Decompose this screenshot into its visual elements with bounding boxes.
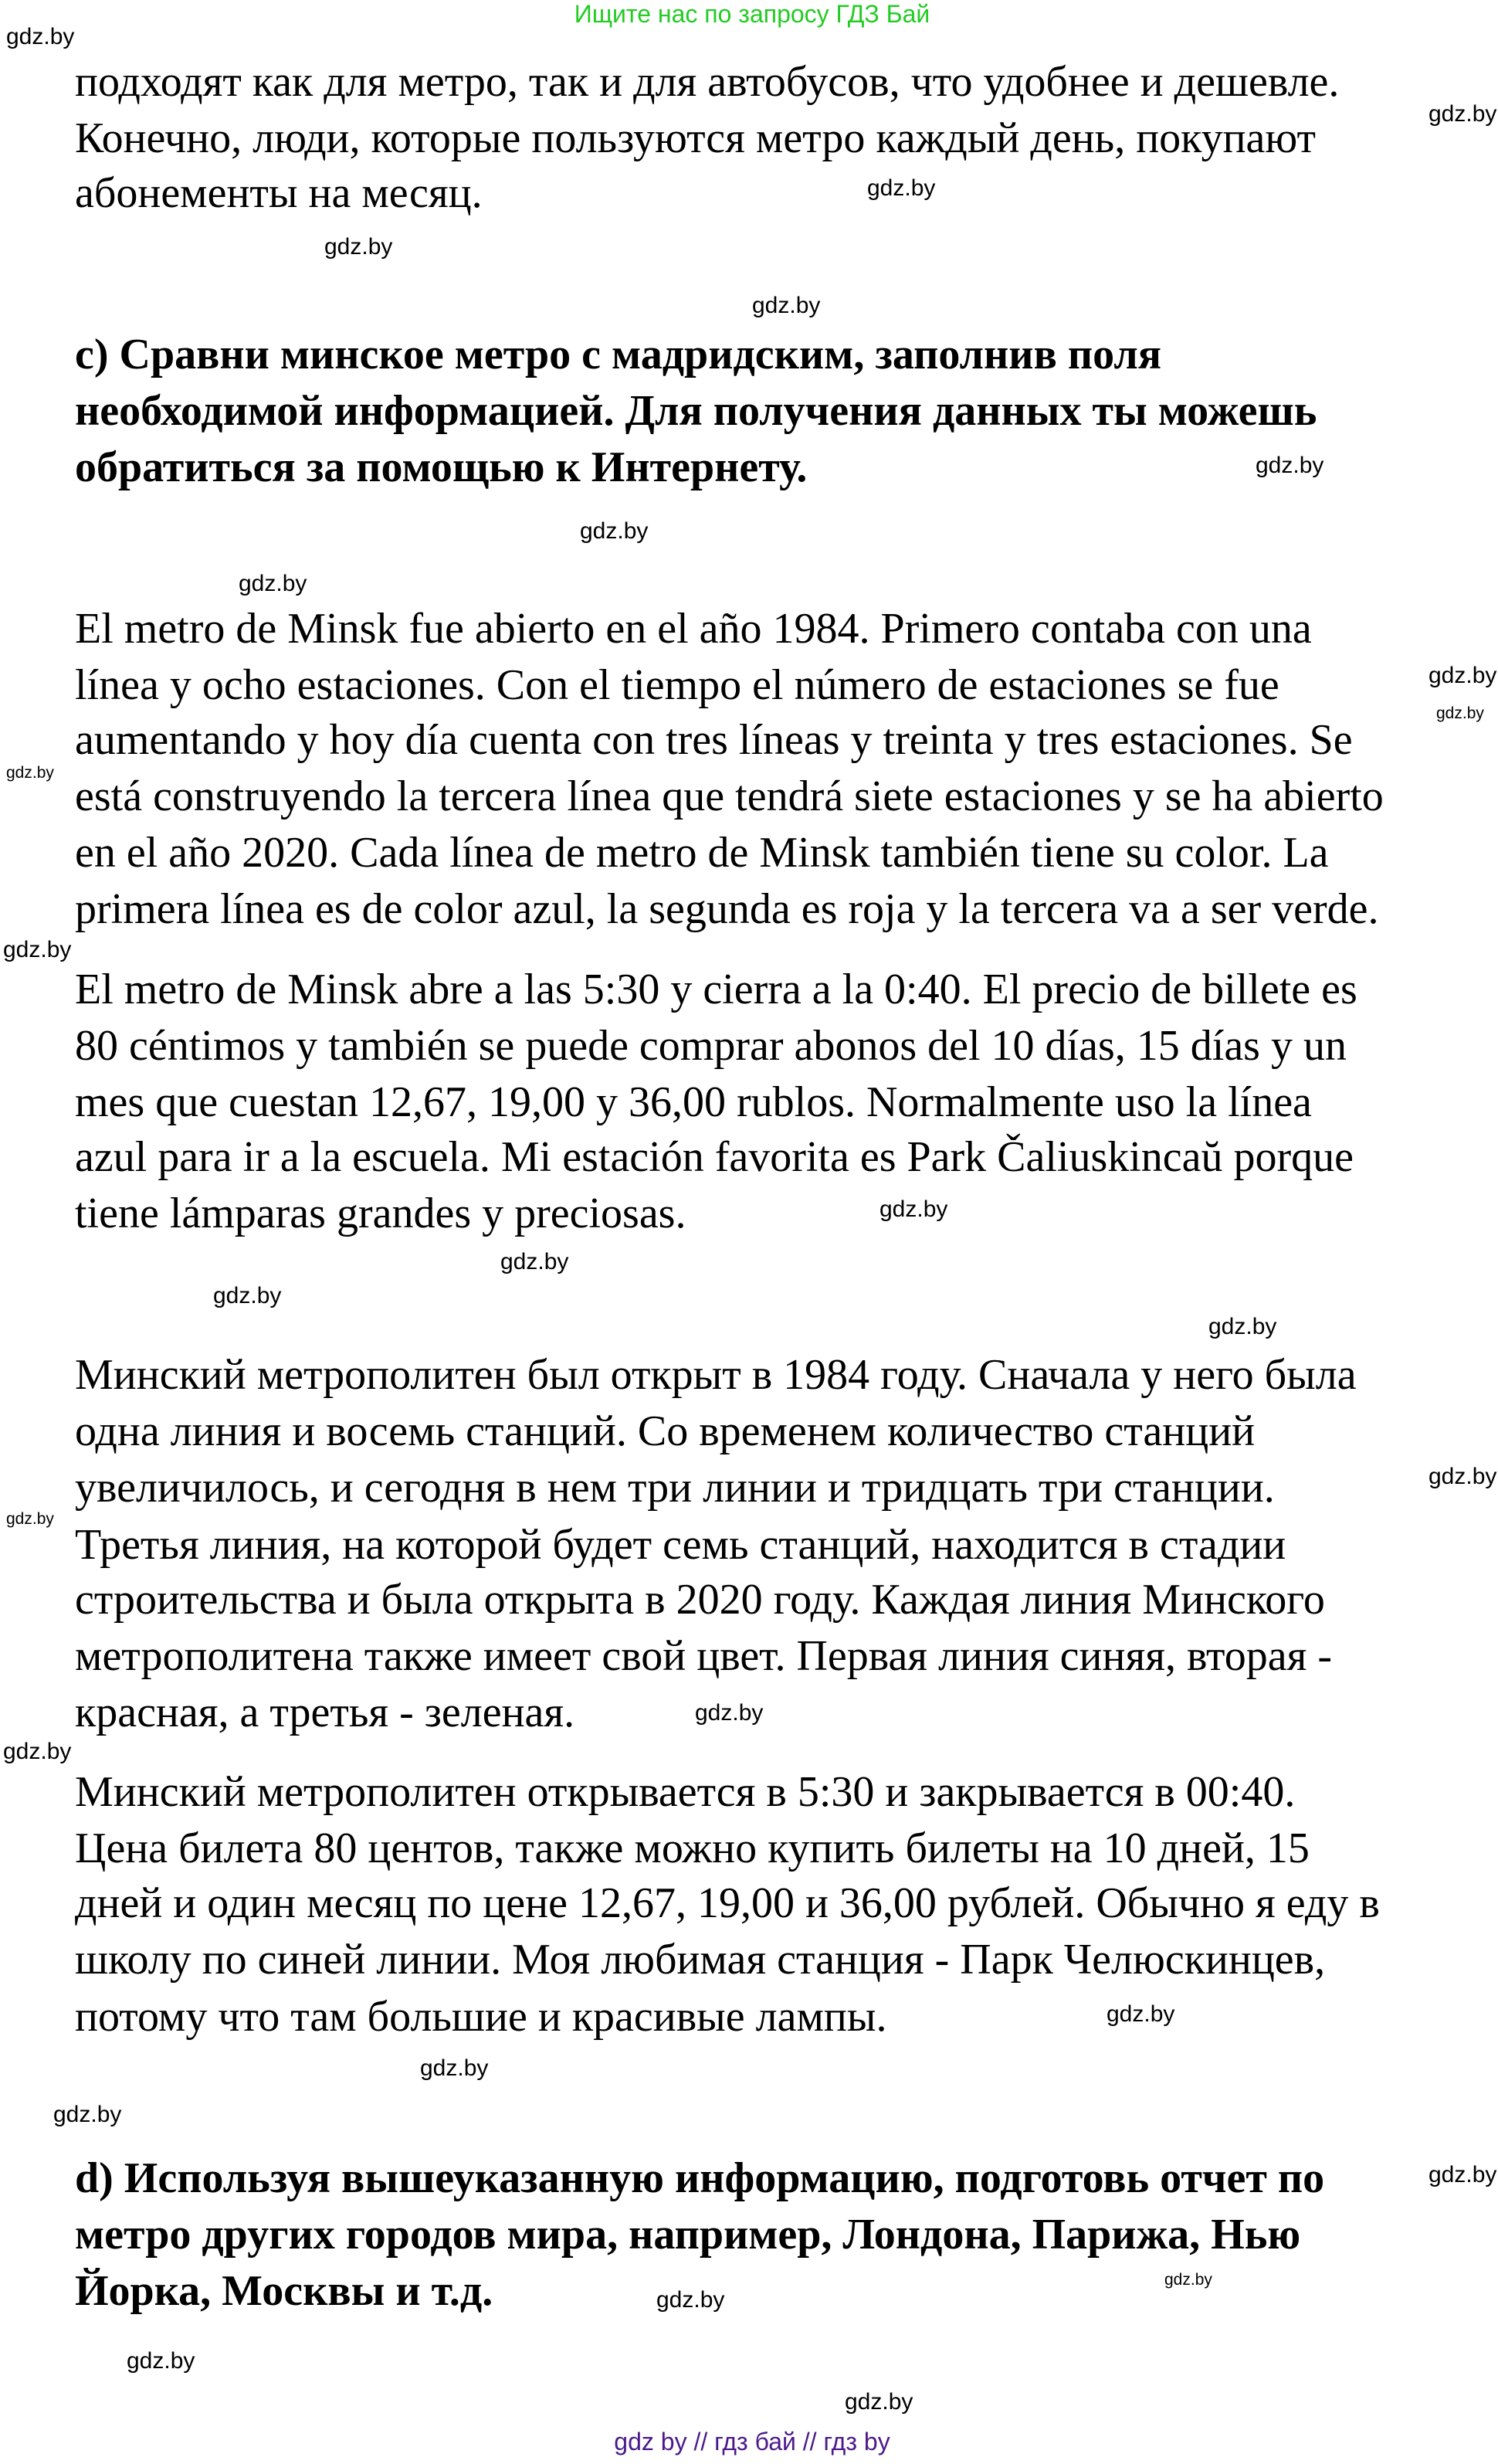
watermark: gdz.by bbox=[1429, 1464, 1497, 1489]
watermark: gdz.by bbox=[6, 1510, 54, 1528]
watermark: gdz.by bbox=[1107, 2001, 1175, 2027]
text-line: увеличилось, и сегодня в нем три линии и тридцать три станции. bbox=[75, 1464, 1275, 1512]
footer-links[interactable]: gdz by // гдз бай // гдз by bbox=[614, 2428, 890, 2456]
text-line: azul para ir a la escuela. Mi estación favorita es Park Čaliuskincaŭ porque bbox=[75, 1133, 1354, 1181]
heading-line: Йорка, Москвы и т.д. bbox=[75, 2267, 493, 2315]
text-line: абонементы на месяц. bbox=[75, 169, 483, 217]
text-line: красная, а третья - зеленая. bbox=[75, 1688, 575, 1736]
search-banner[interactable]: Ищите нас по запросу ГДЗ Бай bbox=[574, 0, 930, 28]
text-line: El metro de Minsk fue abierto en el año 1984. Primero contaba con una bbox=[75, 605, 1312, 653]
watermark: gdz.by bbox=[879, 1196, 948, 1222]
watermark: gdz.by bbox=[1429, 663, 1497, 688]
text-line: дней и один месяц по цене 12,67, 19,00 и 36,00 рублей. Обычно я еду в bbox=[75, 1879, 1380, 1927]
watermark: gdz.by bbox=[239, 571, 307, 596]
text-line: Конечно, люди, которые пользуются метро каждый день, покупают bbox=[75, 114, 1316, 162]
text-line: en el año 2020. Cada línea de metro de Minsk también tiene su color. La bbox=[75, 829, 1329, 877]
watermark: gdz.by bbox=[3, 1739, 72, 1764]
watermark: gdz.by bbox=[53, 2102, 122, 2127]
text-line: потому что там большие и красивые лампы. bbox=[75, 1993, 887, 2041]
watermark: gdz.by bbox=[324, 234, 393, 260]
watermark: gdz.by bbox=[127, 2348, 195, 2374]
heading-line: метро других городов мира, например, Лондона, Парижа, Нью bbox=[75, 2211, 1301, 2259]
text-line: mes que cuestan 12,67, 19,00 y 36,00 rublos. Normalmente uso la línea bbox=[75, 1078, 1312, 1126]
heading-line: d) Используя вышеуказанную информацию, подготовь отчет по bbox=[75, 2154, 1325, 2202]
watermark: gdz.by bbox=[213, 1283, 282, 1308]
watermark: gdz.by bbox=[1164, 2271, 1212, 2289]
watermark: gdz.by bbox=[845, 2389, 913, 2415]
text-line: Минский метрополитен открывается в 5:30 и закрывается в 00:40. bbox=[75, 1768, 1296, 1816]
text-line: подходят как для метро, так и для автобусов, что удобнее и дешевле. bbox=[75, 58, 1340, 106]
watermark: gdz.by bbox=[695, 1700, 764, 1726]
watermark: gdz.by bbox=[1429, 2162, 1497, 2187]
watermark: gdz.by bbox=[6, 24, 75, 49]
watermark: gdz.by bbox=[867, 175, 936, 201]
heading-line: c) Сравни минское метро с мадридским, заполнив поля bbox=[75, 331, 1162, 378]
watermark: gdz.by bbox=[1436, 704, 1484, 722]
text-line: Минский метрополитен был открыт в 1984 году. Сначала у него была bbox=[75, 1351, 1357, 1399]
watermark: gdz.by bbox=[1208, 1314, 1277, 1339]
text-line: одна линия и восемь станций. Со временем количество станций bbox=[75, 1407, 1256, 1455]
watermark: gdz.by bbox=[580, 518, 649, 544]
text-line: строительства и была открыта в 2020 году. Каждая линия Минского bbox=[75, 1576, 1325, 1624]
watermark: gdz.by bbox=[752, 293, 821, 318]
text-line: tiene lámparas grandes y preciosas. bbox=[75, 1190, 686, 1237]
watermark: gdz.by bbox=[6, 764, 54, 782]
text-line: está construyendo la tercera línea que tendrá siete estaciones y se ha abierto bbox=[75, 772, 1384, 820]
watermark: gdz.by bbox=[3, 937, 72, 962]
watermark: gdz.by bbox=[656, 2287, 725, 2313]
text-line: línea y ocho estaciones. Con el tiempo el número de estaciones se fue bbox=[75, 661, 1279, 709]
watermark: gdz.by bbox=[500, 1249, 569, 1274]
watermark: gdz.by bbox=[1429, 101, 1497, 127]
text-line: Цена билета 80 центов, также можно купить билеты на 10 дней, 15 bbox=[75, 1824, 1310, 1872]
text-line: primera línea es de color azul, la segunda es roja y la tercera va a ser verde. bbox=[75, 885, 1379, 933]
text-line: школу по синей линии. Моя любимая станция - Парк Челюскинцев, bbox=[75, 1936, 1326, 1984]
text-line: Третья линия, на которой будет семь станций, находится в стадии bbox=[75, 1521, 1286, 1569]
heading-line: необходимой информацией. Для получения данных ты можешь bbox=[75, 387, 1317, 435]
text-line: El metro de Minsk abre a las 5:30 y cierra a la 0:40. El precio de billete es bbox=[75, 966, 1357, 1013]
text-line: aumentando y hoy día cuenta con tres líneas y treinta y tres estaciones. Se bbox=[75, 716, 1353, 764]
watermark: gdz.by bbox=[1256, 453, 1324, 478]
text-line: метрополитена также имеет свой цвет. Первая линия синяя, вторая - bbox=[75, 1632, 1333, 1680]
text-line: 80 céntimos y también se puede comprar abonos del 10 días, 15 días y un bbox=[75, 1022, 1347, 1070]
heading-line: обратиться за помощью к Интернету. bbox=[75, 443, 808, 491]
watermark: gdz.by bbox=[420, 2055, 489, 2081]
